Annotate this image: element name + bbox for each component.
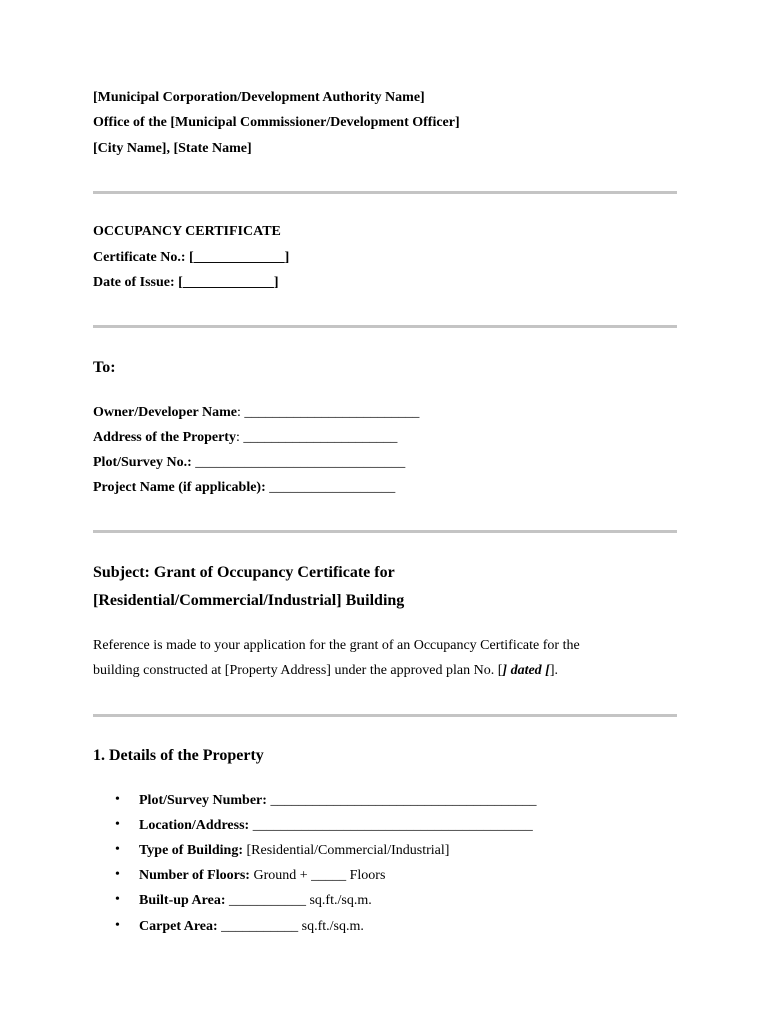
address-label: Address of the Property (93, 430, 236, 445)
project-label: Project Name (if applicable): (93, 480, 266, 495)
bullet: • (115, 792, 120, 807)
divider (93, 530, 677, 533)
address-blank: : ______________________ (235, 430, 398, 445)
list-item (139, 817, 533, 835)
reference-text: building constructed at [Property Address] under the approved plan No. [ (93, 663, 503, 678)
list-item (139, 842, 449, 860)
plot-survey-no (93, 454, 405, 472)
bullet: • (115, 867, 120, 882)
detail-label: Type of Building: (139, 843, 243, 858)
detail-value: ______________________________________ (266, 793, 537, 808)
date-of-issue-label: Date of Issue: [ (93, 275, 183, 290)
certificate-number-label: Certificate No.: [ (93, 250, 194, 265)
details-heading: 1. Details of the Property (93, 747, 264, 764)
date-of-issue-blank: _____________ (182, 275, 274, 290)
detail-value: Ground + _____ Floors (249, 868, 386, 883)
reference-line-1: Reference is made to your application for the grant of an Occupancy Certificate for the (93, 638, 580, 653)
city-state: [City Name], [State Name] (93, 141, 252, 156)
list-item (139, 867, 385, 885)
plot-label: Plot/Survey No.: (93, 455, 192, 470)
detail-value: ___________ sq.ft./sq.m. (217, 919, 364, 934)
detail-label: Built-up Area: (139, 893, 226, 908)
subject-line-2: [Residential/Commercial/Industrial] Building (93, 592, 405, 609)
certificate-number-blank: _____________ (193, 250, 285, 265)
date-of-issue-close: ] (273, 275, 279, 290)
certificate-number-close: ] (284, 250, 290, 265)
detail-value: ___________ sq.ft./sq.m. (225, 893, 372, 908)
owner-label: Owner/Developer Name (93, 405, 237, 420)
reference-line-2 (93, 662, 558, 680)
detail-label: Location/Address: (139, 818, 250, 833)
detail-label: Number of Floors: (139, 868, 250, 883)
divider (93, 325, 677, 328)
bullet: • (115, 842, 120, 857)
divider (93, 714, 677, 717)
date-of-issue (93, 274, 279, 292)
detail-label: Carpet Area: (139, 919, 218, 934)
office-name: Office of the [Municipal Commissioner/Development Officer] (93, 115, 460, 130)
subject-line-1: Subject: Grant of Occupancy Certificate for (93, 564, 395, 581)
list-item (139, 792, 536, 810)
owner-blank: : _________________________ (236, 405, 420, 420)
detail-value: ________________________________________ (249, 818, 533, 833)
project-blank: __________________ (265, 480, 396, 495)
certificate-number (93, 249, 289, 267)
divider (93, 191, 677, 194)
bullet: • (115, 918, 120, 933)
project-name (93, 479, 395, 497)
plot-blank: ______________________________ (191, 455, 406, 470)
to-heading: To: (93, 359, 116, 376)
certificate-title: OCCUPANCY CERTIFICATE (93, 224, 281, 239)
property-address (93, 429, 397, 447)
bullet: • (115, 892, 120, 907)
reference-end: ]. (549, 663, 559, 678)
list-item (139, 918, 364, 936)
detail-label: Plot/Survey Number: (139, 793, 267, 808)
detail-value: [Residential/Commercial/Industrial] (243, 843, 450, 858)
owner-developer-name (93, 404, 419, 422)
reference-dated: ] dated [ (502, 663, 550, 678)
authority-name: [Municipal Corporation/Development Authority Name] (93, 90, 425, 105)
list-item (139, 892, 372, 910)
bullet: • (115, 817, 120, 832)
